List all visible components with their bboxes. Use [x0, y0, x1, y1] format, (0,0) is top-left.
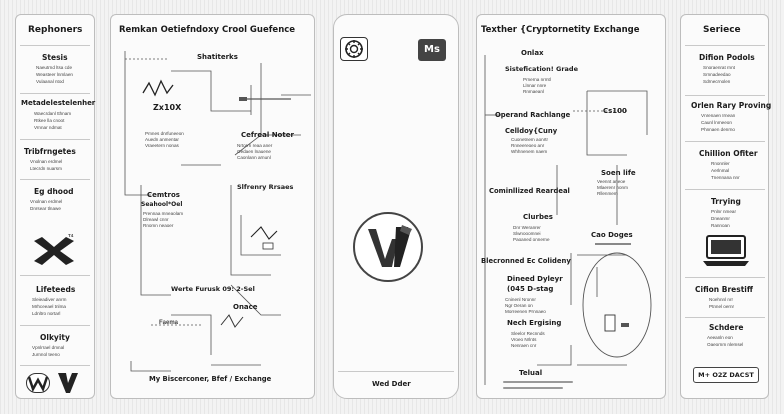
- left-section-line: Waecrdanl tthnam: [34, 111, 72, 116]
- label-telual: Telual: [519, 369, 543, 377]
- left-section-line: Rtkee lla cnoot: [34, 118, 65, 123]
- right-section-line: Tnennana nnr: [711, 175, 740, 180]
- right-section-heading: Cifion Brestiff: [695, 285, 753, 294]
- note-line: Dnr Weranrer: [513, 225, 541, 230]
- note-line: Rnmaeanl: [523, 89, 544, 94]
- left-section-heading: Metadelestelenher: [21, 99, 96, 107]
- left-section-heading: Stesis: [42, 53, 68, 62]
- left-section-line: Sleieadiver anrm: [32, 297, 67, 302]
- right-section-heading: Chillion Ofiter: [699, 149, 758, 158]
- left-section-line: Weasteer lnmlaen: [36, 72, 73, 77]
- left-section-line: Vrnnar ndmat: [34, 125, 62, 130]
- left-section-line: Mrhceeael tnlma: [32, 304, 66, 309]
- right-section-heading: Schdere: [709, 323, 744, 332]
- label-nech: Nech Ergising: [507, 319, 562, 327]
- note-line: Sleelor Recnnds: [511, 331, 545, 336]
- ms-badge[interactable]: Ms: [418, 39, 446, 61]
- note-line: Paoaned onnerne: [513, 237, 550, 242]
- label-soen-life: Soen life: [601, 169, 636, 177]
- gear-circle-icon[interactable]: [340, 37, 368, 61]
- label-zx10x: Zx10X: [153, 103, 182, 112]
- left-section-line: Vnolnan erdmel: [30, 159, 63, 164]
- right-section-heading: Trrying: [711, 197, 741, 206]
- note-line: Llnnar nnre: [523, 83, 547, 88]
- right-section-line: Pnlnr nmear: [711, 209, 737, 214]
- note-line: Pmnes dnrfuneeon: [145, 131, 184, 136]
- note-line: Cninenl Nronnr: [505, 297, 536, 302]
- label-sistefication: Sistefication! Grade: [505, 65, 578, 73]
- left-panel-title: Rephoners: [28, 25, 83, 35]
- left-section-heading: Lifeteeds: [36, 285, 76, 294]
- x-badge: T4: [68, 233, 74, 238]
- note-line: Cuonetnem aonrtr: [511, 137, 549, 142]
- right-section-line: Snoraenrat rnnt: [703, 65, 735, 70]
- right-panel-footer-button[interactable]: M+ O2Z DACST: [693, 367, 759, 383]
- laptop-icon: [703, 235, 749, 267]
- right-section-line: Vnrenaen Irnean: [701, 113, 736, 118]
- right-section-line: Rannoan: [711, 223, 730, 228]
- right-section-heading: Difion Podols: [699, 53, 755, 62]
- right-section-line: Oaeornm nlemsel: [707, 342, 744, 347]
- note-line: Prnerna nrmtl: [523, 77, 551, 82]
- center-panel-title: Remkan Oetiefndoxy Crool Guefence: [119, 25, 296, 35]
- label-celldoy: Celldoy{Cuny: [505, 127, 558, 135]
- right-section-line: Aeeanln eon: [707, 335, 733, 340]
- left-section-line: Vnolnan erdmel: [30, 199, 63, 204]
- label-shatiterks: Shatiterks: [197, 53, 238, 61]
- right-section-line: Ptnnel oernr: [709, 304, 735, 309]
- label-werte: Werte Furusk 09: 2-Sel: [171, 285, 255, 293]
- exchange-diagram-panel: [476, 14, 666, 399]
- note-line: Nrtorrn reaa aner: [237, 143, 273, 148]
- right-panel: [680, 14, 772, 399]
- middle-logo-panel: [333, 14, 459, 399]
- note-line: Vraeetern nonas: [145, 143, 179, 148]
- label-c5100: Cs100: [603, 107, 627, 115]
- label-onace: Onace: [233, 303, 258, 311]
- note-line: Nenraen cnr: [511, 343, 537, 348]
- w-logo-icon: [352, 211, 424, 283]
- label-dineed: Dineed Dyleyr: [507, 275, 563, 283]
- left-section-line: Vpnlrrael dmnal: [32, 345, 65, 350]
- left-section-line: Dnrsear tlnawe: [30, 206, 61, 211]
- label-clurbes: Clurbes: [523, 213, 553, 221]
- left-section-line: Ltecrdn nuarsm: [30, 166, 62, 171]
- note-line: Rnneereoeo anr: [511, 143, 545, 148]
- label-faema: Faema: [159, 320, 179, 326]
- v-logo-icon: [58, 373, 78, 393]
- label-slfrenry: Slfrenry Rrsaes: [237, 183, 294, 191]
- right-section-heading: Orlen Rary Proving: [691, 101, 772, 110]
- label-seahool: Seahool*Oel: [141, 201, 183, 208]
- footer-line: [503, 387, 563, 389]
- wv-logo-icon: [26, 373, 50, 393]
- exchange-panel-title: Texther {Cryptornetity Exchange: [481, 25, 640, 35]
- right-section-line: Caunl lnmeeon: [701, 120, 732, 125]
- left-section-heading: Tribfrngetes: [24, 147, 76, 156]
- note-line: Ngr Oeran on: [505, 303, 533, 308]
- note-line: Auedn anmentar: [145, 137, 179, 142]
- note-line: Dlreawl cnnr: [143, 217, 169, 222]
- right-section-line: Rnonnler: [711, 161, 730, 166]
- footer-line: [503, 381, 573, 383]
- label-cefreal-noter: Cefreal Noter: [241, 131, 294, 139]
- note-line: Mlaerenr nonm: [597, 185, 628, 190]
- note-line: Slwnooomnei: [513, 231, 541, 236]
- right-section-line: Srnnadeedao: [703, 72, 731, 77]
- note-line: Morreenen Prnnaeo: [505, 309, 546, 314]
- label-cominllized: Cominllized Reardeal: [489, 187, 570, 195]
- label-blecronned: Blecronned Ec Colideny: [481, 257, 571, 265]
- left-section-line: Ldnltro nortarl: [32, 311, 61, 316]
- center-diagram-panel: [110, 14, 315, 399]
- zigzag-icon: [143, 81, 173, 95]
- note-line: Caonlann arnunl: [237, 155, 271, 160]
- right-section-line: Dneanmr: [711, 216, 730, 221]
- middle-panel-footer: Wed Dder: [372, 380, 411, 388]
- left-panel: [15, 14, 95, 399]
- left-section-heading: Eg dhood: [34, 187, 74, 196]
- note-line: Vroeo Nrlnts: [511, 337, 537, 342]
- right-section-line: Noehnnl nrr: [709, 297, 734, 302]
- note-line: Veennt aneoe: [597, 179, 626, 184]
- note-line: [595, 243, 631, 245]
- note-line: Whhnenem naem: [511, 149, 548, 154]
- note-line: Prennaa mneaolam: [143, 211, 184, 216]
- left-section-line: Jurnnol teeno: [32, 352, 60, 357]
- label-onlax: Onlax: [521, 49, 544, 57]
- center-panel-footer: My Biscerconer, Bfef / Exchange: [149, 375, 272, 383]
- label-cemtros: Cemtros: [147, 191, 180, 199]
- right-panel-title: Seriece: [703, 25, 741, 35]
- left-section-line: Naeutrnd ltsa cde: [36, 65, 73, 70]
- note-line: Rnomn neaoer: [143, 223, 174, 228]
- note-line: Rllenmem: [597, 191, 618, 196]
- left-section-heading: Olkyity: [40, 333, 70, 342]
- right-section-line: Sdrnecrnolen: [703, 79, 731, 84]
- label-d-stag: (045 D-stag: [507, 285, 554, 293]
- right-section-line: Phnnaen denrno: [701, 127, 735, 132]
- label-operand: Operand Rachlange: [495, 111, 571, 119]
- x-cross-icon: [34, 237, 74, 265]
- right-section-line: Aerlnmal: [711, 168, 730, 173]
- note-line: Oedaen lnauene: [237, 149, 271, 154]
- label-cao-doges: Cao Doges: [591, 231, 633, 239]
- left-section-line: Vulaanal ntod: [36, 79, 64, 84]
